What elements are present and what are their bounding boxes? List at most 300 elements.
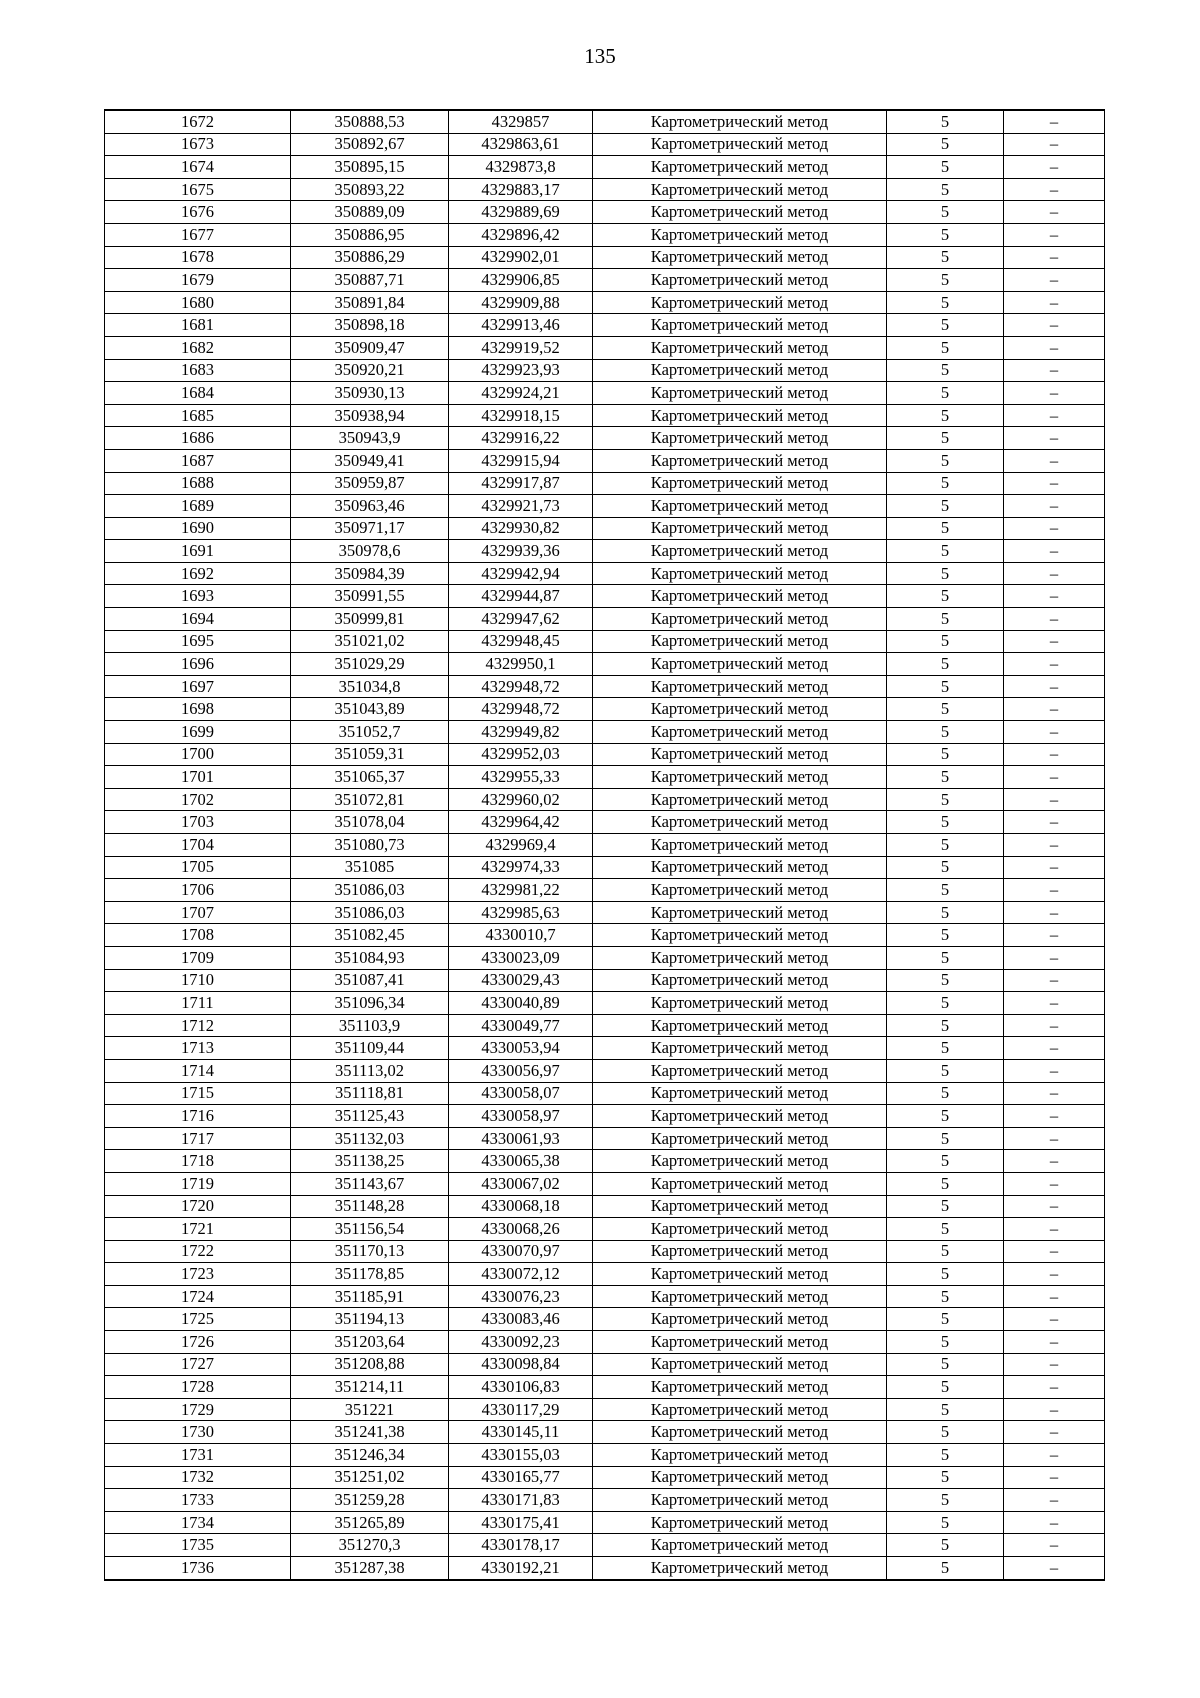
table-row xyxy=(105,698,1105,721)
method-cell: Картометрический метод xyxy=(593,856,887,879)
point-number-cell: 1707 xyxy=(105,901,291,924)
x-coordinate-cell: 351086,03 xyxy=(291,879,449,902)
x-coordinate-cell: 351021,02 xyxy=(291,630,449,653)
method-cell: Картометрический метод xyxy=(593,1398,887,1421)
x-coordinate-cell: 350991,55 xyxy=(291,585,449,608)
method-cell: Картометрический метод xyxy=(593,1489,887,1512)
x-coordinate-cell: 350930,13 xyxy=(291,382,449,405)
note-cell: – xyxy=(1004,1376,1105,1399)
point-number-cell: 1672 xyxy=(105,110,291,133)
note-cell: – xyxy=(1004,201,1105,224)
y-coordinate-cell: 4330171,83 xyxy=(449,1489,593,1512)
y-coordinate-cell: 4329939,36 xyxy=(449,540,593,563)
table-row xyxy=(105,1511,1105,1534)
table-row xyxy=(105,133,1105,156)
x-coordinate-cell: 351251,02 xyxy=(291,1466,449,1489)
x-coordinate-cell: 350886,29 xyxy=(291,246,449,269)
note-cell: – xyxy=(1004,110,1105,133)
point-number-cell: 1712 xyxy=(105,1014,291,1037)
table-row xyxy=(105,721,1105,744)
y-coordinate-cell: 4330056,97 xyxy=(449,1059,593,1082)
point-number-cell: 1730 xyxy=(105,1421,291,1444)
table-row xyxy=(105,427,1105,450)
accuracy-cell: 5 xyxy=(887,336,1004,359)
table-row xyxy=(105,314,1105,337)
method-cell: Картометрический метод xyxy=(593,156,887,179)
method-cell: Картометрический метод xyxy=(593,1218,887,1241)
x-coordinate-cell: 351221 xyxy=(291,1398,449,1421)
x-coordinate-cell: 351208,88 xyxy=(291,1353,449,1376)
method-cell: Картометрический метод xyxy=(593,653,887,676)
accuracy-cell: 5 xyxy=(887,1376,1004,1399)
point-number-cell: 1714 xyxy=(105,1059,291,1082)
point-number-cell: 1735 xyxy=(105,1534,291,1557)
accuracy-cell: 5 xyxy=(887,427,1004,450)
table-row xyxy=(105,743,1105,766)
accuracy-cell: 5 xyxy=(887,495,1004,518)
method-cell: Картометрический метод xyxy=(593,314,887,337)
y-coordinate-cell: 4330067,02 xyxy=(449,1172,593,1195)
point-number-cell: 1680 xyxy=(105,291,291,314)
x-coordinate-cell: 350971,17 xyxy=(291,517,449,540)
method-cell: Картометрический метод xyxy=(593,1172,887,1195)
y-coordinate-cell: 4329873,8 xyxy=(449,156,593,179)
y-coordinate-cell: 4330068,26 xyxy=(449,1218,593,1241)
y-coordinate-cell: 4330145,11 xyxy=(449,1421,593,1444)
y-coordinate-cell: 4330155,03 xyxy=(449,1444,593,1467)
method-cell: Картометрический метод xyxy=(593,743,887,766)
table-row xyxy=(105,946,1105,969)
point-number-cell: 1685 xyxy=(105,404,291,427)
table-row xyxy=(105,336,1105,359)
point-number-cell: 1709 xyxy=(105,946,291,969)
x-coordinate-cell: 351109,44 xyxy=(291,1037,449,1060)
table-row xyxy=(105,1127,1105,1150)
method-cell: Картометрический метод xyxy=(593,291,887,314)
note-cell: – xyxy=(1004,924,1105,947)
y-coordinate-cell: 4329981,22 xyxy=(449,879,593,902)
accuracy-cell: 5 xyxy=(887,1398,1004,1421)
note-cell: – xyxy=(1004,382,1105,405)
point-number-cell: 1683 xyxy=(105,359,291,382)
y-coordinate-cell: 4330175,41 xyxy=(449,1511,593,1534)
method-cell: Картометрический метод xyxy=(593,608,887,631)
coordinates-table-body xyxy=(105,110,1105,1580)
table-row xyxy=(105,1308,1105,1331)
point-number-cell: 1698 xyxy=(105,698,291,721)
method-cell: Картометрический метод xyxy=(593,924,887,947)
table-row xyxy=(105,608,1105,631)
x-coordinate-cell: 351096,34 xyxy=(291,992,449,1015)
y-coordinate-cell: 4330070,97 xyxy=(449,1240,593,1263)
table-row xyxy=(105,630,1105,653)
x-coordinate-cell: 351072,81 xyxy=(291,788,449,811)
point-number-cell: 1721 xyxy=(105,1218,291,1241)
x-coordinate-cell: 351156,54 xyxy=(291,1218,449,1241)
accuracy-cell: 5 xyxy=(887,743,1004,766)
y-coordinate-cell: 4329918,15 xyxy=(449,404,593,427)
method-cell: Картометрический метод xyxy=(593,1014,887,1037)
method-cell: Картометрический метод xyxy=(593,811,887,834)
point-number-cell: 1677 xyxy=(105,223,291,246)
method-cell: Картометрический метод xyxy=(593,1444,887,1467)
y-coordinate-cell: 4330098,84 xyxy=(449,1353,593,1376)
accuracy-cell: 5 xyxy=(887,1285,1004,1308)
accuracy-cell: 5 xyxy=(887,562,1004,585)
y-coordinate-cell: 4329902,01 xyxy=(449,246,593,269)
note-cell: – xyxy=(1004,1557,1105,1580)
y-coordinate-cell: 4330065,38 xyxy=(449,1150,593,1173)
note-cell: – xyxy=(1004,156,1105,179)
accuracy-cell: 5 xyxy=(887,1172,1004,1195)
point-number-cell: 1729 xyxy=(105,1398,291,1421)
accuracy-cell: 5 xyxy=(887,472,1004,495)
y-coordinate-cell: 4330076,23 xyxy=(449,1285,593,1308)
y-coordinate-cell: 4330029,43 xyxy=(449,969,593,992)
method-cell: Картометрический метод xyxy=(593,969,887,992)
point-number-cell: 1736 xyxy=(105,1557,291,1580)
note-cell: – xyxy=(1004,1489,1105,1512)
method-cell: Картометрический метод xyxy=(593,223,887,246)
method-cell: Картометрический метод xyxy=(593,1059,887,1082)
method-cell: Картометрический метод xyxy=(593,721,887,744)
x-coordinate-cell: 351034,8 xyxy=(291,675,449,698)
accuracy-cell: 5 xyxy=(887,1082,1004,1105)
method-cell: Картометрический метод xyxy=(593,110,887,133)
note-cell: – xyxy=(1004,698,1105,721)
table-row xyxy=(105,472,1105,495)
note-cell: – xyxy=(1004,269,1105,292)
note-cell: – xyxy=(1004,1308,1105,1331)
table-row xyxy=(105,1489,1105,1512)
x-coordinate-cell: 351265,89 xyxy=(291,1511,449,1534)
x-coordinate-cell: 351084,93 xyxy=(291,946,449,969)
note-cell: – xyxy=(1004,1444,1105,1467)
accuracy-cell: 5 xyxy=(887,269,1004,292)
note-cell: – xyxy=(1004,517,1105,540)
y-coordinate-cell: 4330192,21 xyxy=(449,1557,593,1580)
y-coordinate-cell: 4329969,4 xyxy=(449,834,593,857)
point-number-cell: 1719 xyxy=(105,1172,291,1195)
note-cell: – xyxy=(1004,992,1105,1015)
note-cell: – xyxy=(1004,1082,1105,1105)
point-number-cell: 1703 xyxy=(105,811,291,834)
y-coordinate-cell: 4330068,18 xyxy=(449,1195,593,1218)
note-cell: – xyxy=(1004,1150,1105,1173)
accuracy-cell: 5 xyxy=(887,585,1004,608)
x-coordinate-cell: 351103,9 xyxy=(291,1014,449,1037)
point-number-cell: 1687 xyxy=(105,449,291,472)
accuracy-cell: 5 xyxy=(887,653,1004,676)
accuracy-cell: 5 xyxy=(887,1127,1004,1150)
method-cell: Картометрический метод xyxy=(593,1105,887,1128)
accuracy-cell: 5 xyxy=(887,834,1004,857)
y-coordinate-cell: 4329960,02 xyxy=(449,788,593,811)
table-row xyxy=(105,1218,1105,1241)
y-coordinate-cell: 4329942,94 xyxy=(449,562,593,585)
note-cell: – xyxy=(1004,1263,1105,1286)
method-cell: Картометрический метод xyxy=(593,698,887,721)
table-row xyxy=(105,1150,1105,1173)
note-cell: – xyxy=(1004,811,1105,834)
x-coordinate-cell: 351080,73 xyxy=(291,834,449,857)
y-coordinate-cell: 4330058,97 xyxy=(449,1105,593,1128)
x-coordinate-cell: 351043,89 xyxy=(291,698,449,721)
point-number-cell: 1700 xyxy=(105,743,291,766)
y-coordinate-cell: 4330178,17 xyxy=(449,1534,593,1557)
note-cell: – xyxy=(1004,1172,1105,1195)
point-number-cell: 1724 xyxy=(105,1285,291,1308)
x-coordinate-cell: 351059,31 xyxy=(291,743,449,766)
table-row xyxy=(105,1014,1105,1037)
point-number-cell: 1733 xyxy=(105,1489,291,1512)
x-coordinate-cell: 350949,41 xyxy=(291,449,449,472)
x-coordinate-cell: 350963,46 xyxy=(291,495,449,518)
accuracy-cell: 5 xyxy=(887,1150,1004,1173)
table-row xyxy=(105,178,1105,201)
note-cell: – xyxy=(1004,1014,1105,1037)
table-row xyxy=(105,291,1105,314)
accuracy-cell: 5 xyxy=(887,1195,1004,1218)
x-coordinate-cell: 350999,81 xyxy=(291,608,449,631)
table-row xyxy=(105,562,1105,585)
point-number-cell: 1711 xyxy=(105,992,291,1015)
note-cell: – xyxy=(1004,766,1105,789)
accuracy-cell: 5 xyxy=(887,1511,1004,1534)
note-cell: – xyxy=(1004,1285,1105,1308)
x-coordinate-cell: 351214,11 xyxy=(291,1376,449,1399)
y-coordinate-cell: 4330010,7 xyxy=(449,924,593,947)
note-cell: – xyxy=(1004,946,1105,969)
x-coordinate-cell: 351138,25 xyxy=(291,1150,449,1173)
note-cell: – xyxy=(1004,1534,1105,1557)
table-row xyxy=(105,1263,1105,1286)
y-coordinate-cell: 4329985,63 xyxy=(449,901,593,924)
method-cell: Картометрический метод xyxy=(593,1037,887,1060)
x-coordinate-cell: 350978,6 xyxy=(291,540,449,563)
y-coordinate-cell: 4330072,12 xyxy=(449,1263,593,1286)
x-coordinate-cell: 351203,64 xyxy=(291,1331,449,1354)
x-coordinate-cell: 351194,13 xyxy=(291,1308,449,1331)
y-coordinate-cell: 4330106,83 xyxy=(449,1376,593,1399)
method-cell: Картометрический метод xyxy=(593,1195,887,1218)
method-cell: Картометрический метод xyxy=(593,133,887,156)
method-cell: Картометрический метод xyxy=(593,495,887,518)
point-number-cell: 1694 xyxy=(105,608,291,631)
accuracy-cell: 5 xyxy=(887,382,1004,405)
method-cell: Картометрический метод xyxy=(593,834,887,857)
note-cell: – xyxy=(1004,133,1105,156)
table-row xyxy=(105,517,1105,540)
table-row xyxy=(105,969,1105,992)
y-coordinate-cell: 4330049,77 xyxy=(449,1014,593,1037)
x-coordinate-cell: 351170,13 xyxy=(291,1240,449,1263)
point-number-cell: 1705 xyxy=(105,856,291,879)
note-cell: – xyxy=(1004,743,1105,766)
point-number-cell: 1716 xyxy=(105,1105,291,1128)
note-cell: – xyxy=(1004,630,1105,653)
accuracy-cell: 5 xyxy=(887,675,1004,698)
point-number-cell: 1706 xyxy=(105,879,291,902)
x-coordinate-cell: 351086,03 xyxy=(291,901,449,924)
point-number-cell: 1690 xyxy=(105,517,291,540)
accuracy-cell: 5 xyxy=(887,110,1004,133)
point-number-cell: 1688 xyxy=(105,472,291,495)
method-cell: Картометрический метод xyxy=(593,879,887,902)
x-coordinate-cell: 351078,04 xyxy=(291,811,449,834)
accuracy-cell: 5 xyxy=(887,1444,1004,1467)
method-cell: Картометрический метод xyxy=(593,1150,887,1173)
table-row xyxy=(105,1353,1105,1376)
note-cell: – xyxy=(1004,1195,1105,1218)
table-row xyxy=(105,359,1105,382)
x-coordinate-cell: 350892,67 xyxy=(291,133,449,156)
note-cell: – xyxy=(1004,721,1105,744)
point-number-cell: 1699 xyxy=(105,721,291,744)
x-coordinate-cell: 351246,34 xyxy=(291,1444,449,1467)
x-coordinate-cell: 350888,53 xyxy=(291,110,449,133)
note-cell: – xyxy=(1004,223,1105,246)
y-coordinate-cell: 4329896,42 xyxy=(449,223,593,246)
point-number-cell: 1674 xyxy=(105,156,291,179)
method-cell: Картометрический метод xyxy=(593,1353,887,1376)
accuracy-cell: 5 xyxy=(887,517,1004,540)
note-cell: – xyxy=(1004,562,1105,585)
note-cell: – xyxy=(1004,1511,1105,1534)
y-coordinate-cell: 4329923,93 xyxy=(449,359,593,382)
x-coordinate-cell: 350895,15 xyxy=(291,156,449,179)
note-cell: – xyxy=(1004,585,1105,608)
table-row xyxy=(105,766,1105,789)
y-coordinate-cell: 4329919,52 xyxy=(449,336,593,359)
method-cell: Картометрический метод xyxy=(593,472,887,495)
x-coordinate-cell: 351287,38 xyxy=(291,1557,449,1580)
point-number-cell: 1734 xyxy=(105,1511,291,1534)
table-row xyxy=(105,1285,1105,1308)
y-coordinate-cell: 4330040,89 xyxy=(449,992,593,1015)
method-cell: Картометрический метод xyxy=(593,1511,887,1534)
method-cell: Картометрический метод xyxy=(593,1308,887,1331)
y-coordinate-cell: 4329949,82 xyxy=(449,721,593,744)
point-number-cell: 1708 xyxy=(105,924,291,947)
x-coordinate-cell: 350887,71 xyxy=(291,269,449,292)
y-coordinate-cell: 4329906,85 xyxy=(449,269,593,292)
method-cell: Картометрический метод xyxy=(593,630,887,653)
note-cell: – xyxy=(1004,1421,1105,1444)
note-cell: – xyxy=(1004,359,1105,382)
table-row xyxy=(105,1105,1105,1128)
table-row xyxy=(105,992,1105,1015)
note-cell: – xyxy=(1004,653,1105,676)
y-coordinate-cell: 4329909,88 xyxy=(449,291,593,314)
method-cell: Картометрический метод xyxy=(593,427,887,450)
method-cell: Картометрический метод xyxy=(593,992,887,1015)
table-row xyxy=(105,246,1105,269)
table-row xyxy=(105,404,1105,427)
method-cell: Картометрический метод xyxy=(593,540,887,563)
point-number-cell: 1689 xyxy=(105,495,291,518)
accuracy-cell: 5 xyxy=(887,449,1004,472)
x-coordinate-cell: 351087,41 xyxy=(291,969,449,992)
point-number-cell: 1692 xyxy=(105,562,291,585)
table-row xyxy=(105,1195,1105,1218)
table-row xyxy=(105,1557,1105,1580)
point-number-cell: 1704 xyxy=(105,834,291,857)
x-coordinate-cell: 351118,81 xyxy=(291,1082,449,1105)
table-row xyxy=(105,834,1105,857)
x-coordinate-cell: 350938,94 xyxy=(291,404,449,427)
method-cell: Картометрический метод xyxy=(593,675,887,698)
method-cell: Картометрический метод xyxy=(593,1127,887,1150)
y-coordinate-cell: 4329948,72 xyxy=(449,675,593,698)
point-number-cell: 1710 xyxy=(105,969,291,992)
point-number-cell: 1727 xyxy=(105,1353,291,1376)
point-number-cell: 1696 xyxy=(105,653,291,676)
method-cell: Картометрический метод xyxy=(593,788,887,811)
table-row xyxy=(105,856,1105,879)
accuracy-cell: 5 xyxy=(887,1014,1004,1037)
point-number-cell: 1728 xyxy=(105,1376,291,1399)
method-cell: Картометрический метод xyxy=(593,269,887,292)
note-cell: – xyxy=(1004,404,1105,427)
accuracy-cell: 5 xyxy=(887,223,1004,246)
method-cell: Картометрический метод xyxy=(593,1534,887,1557)
note-cell: – xyxy=(1004,178,1105,201)
method-cell: Картометрический метод xyxy=(593,585,887,608)
method-cell: Картометрический метод xyxy=(593,946,887,969)
y-coordinate-cell: 4330053,94 xyxy=(449,1037,593,1060)
point-number-cell: 1686 xyxy=(105,427,291,450)
point-number-cell: 1717 xyxy=(105,1127,291,1150)
table-row xyxy=(105,1331,1105,1354)
point-number-cell: 1718 xyxy=(105,1150,291,1173)
accuracy-cell: 5 xyxy=(887,901,1004,924)
accuracy-cell: 5 xyxy=(887,721,1004,744)
note-cell: – xyxy=(1004,969,1105,992)
x-coordinate-cell: 350959,87 xyxy=(291,472,449,495)
x-coordinate-cell: 350943,9 xyxy=(291,427,449,450)
y-coordinate-cell: 4329955,33 xyxy=(449,766,593,789)
method-cell: Картометрический метод xyxy=(593,404,887,427)
table-row xyxy=(105,1037,1105,1060)
method-cell: Картометрический метод xyxy=(593,178,887,201)
x-coordinate-cell: 350984,39 xyxy=(291,562,449,585)
method-cell: Картометрический метод xyxy=(593,1240,887,1263)
accuracy-cell: 5 xyxy=(887,201,1004,224)
table-row xyxy=(105,540,1105,563)
table-row xyxy=(105,585,1105,608)
y-coordinate-cell: 4329974,33 xyxy=(449,856,593,879)
accuracy-cell: 5 xyxy=(887,630,1004,653)
x-coordinate-cell: 350891,84 xyxy=(291,291,449,314)
accuracy-cell: 5 xyxy=(887,992,1004,1015)
accuracy-cell: 5 xyxy=(887,246,1004,269)
table-row xyxy=(105,1082,1105,1105)
accuracy-cell: 5 xyxy=(887,1331,1004,1354)
table-row xyxy=(105,223,1105,246)
table-row xyxy=(105,901,1105,924)
table-row xyxy=(105,1172,1105,1195)
method-cell: Картометрический метод xyxy=(593,382,887,405)
point-number-cell: 1673 xyxy=(105,133,291,156)
note-cell: – xyxy=(1004,246,1105,269)
accuracy-cell: 5 xyxy=(887,540,1004,563)
method-cell: Картометрический метод xyxy=(593,246,887,269)
y-coordinate-cell: 4330092,23 xyxy=(449,1331,593,1354)
table-row xyxy=(105,788,1105,811)
accuracy-cell: 5 xyxy=(887,404,1004,427)
point-number-cell: 1713 xyxy=(105,1037,291,1060)
